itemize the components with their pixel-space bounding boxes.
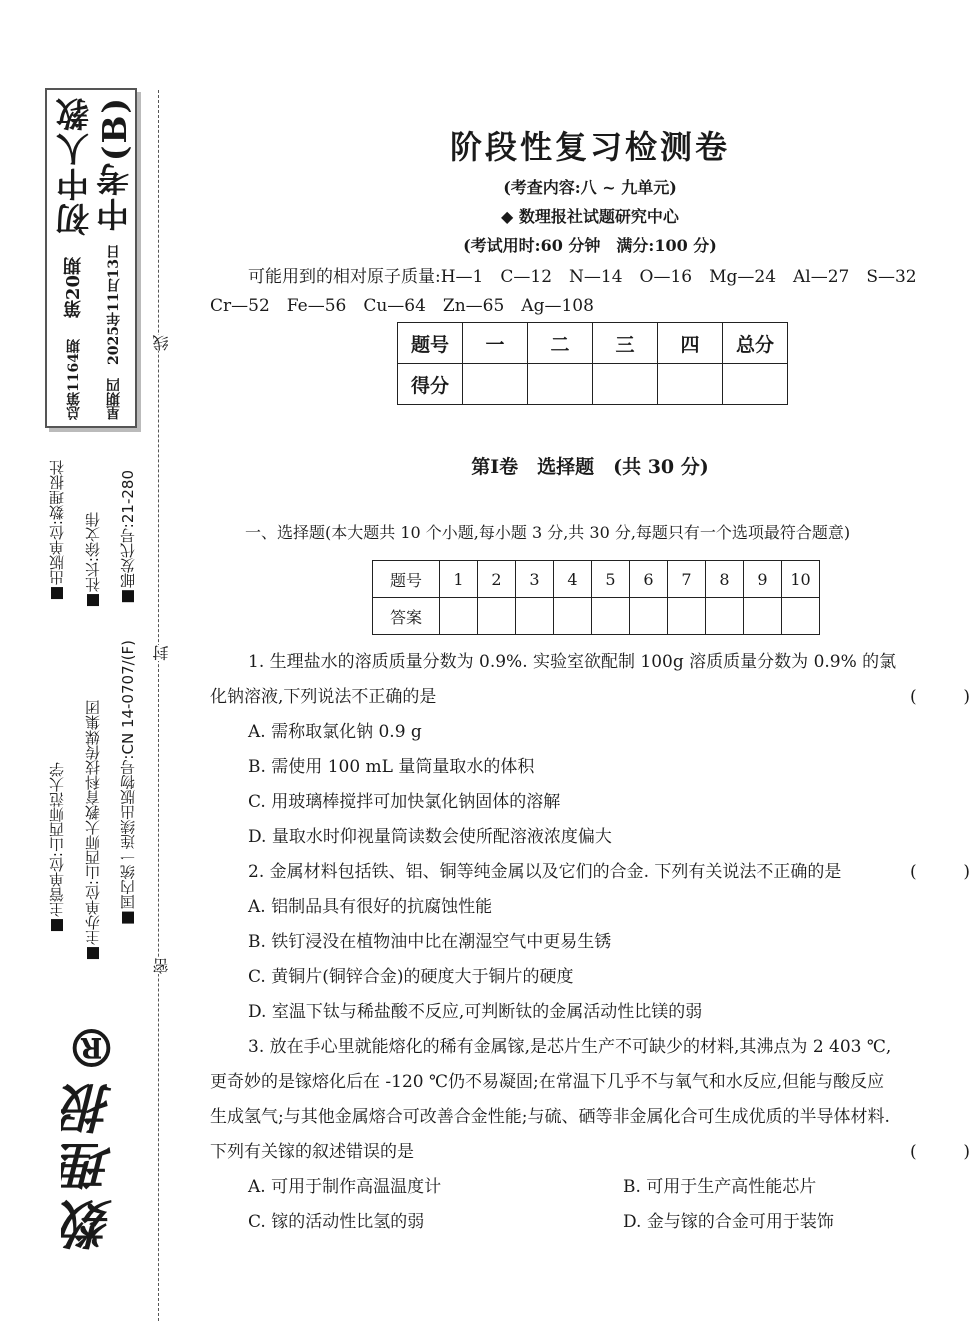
answer-cell[interactable] xyxy=(668,598,706,635)
answer-header-number: 5 xyxy=(592,561,630,598)
option-a: A. 需称取氯化钠 0.9 g xyxy=(248,722,422,742)
answer-header-number: 8 xyxy=(706,561,744,598)
score-row-label: 得分 xyxy=(398,364,463,405)
option-a: A. 铝制品具有很好的抗腐蚀性能 xyxy=(248,897,493,917)
score-header: 总分 xyxy=(723,323,788,364)
answer-header-label: 题号 xyxy=(373,561,440,598)
option-c: C. 黄铜片(铜锌合金)的硬度大于铜片的硬度 xyxy=(248,967,574,987)
answer-cell[interactable] xyxy=(592,598,630,635)
exam-org: ◆ 数理报社试题研究中心 xyxy=(501,207,679,226)
edition-title: 中考(B) xyxy=(94,96,134,232)
score-cell[interactable] xyxy=(593,364,658,405)
answer-row-label: 答案 xyxy=(373,598,440,635)
question-3 xyxy=(210,1030,970,1240)
option-c: C. 镓的活动性比氢的弱 xyxy=(248,1212,425,1232)
newspaper-title: 初中人教 xyxy=(54,96,94,236)
publisher-info: 出版单位:数理报社 xyxy=(46,460,67,599)
score-cell[interactable] xyxy=(463,364,528,405)
answer-cell[interactable] xyxy=(706,598,744,635)
exam-title: 阶段性复习检测卷 xyxy=(449,128,730,166)
answer-cell[interactable] xyxy=(478,598,516,635)
answer-header-number: 3 xyxy=(516,561,554,598)
part-intro: 一、选择题(本大题共 10 个小题,每小题 3 分,共 30 分,每题只有一个选项最符合题意) xyxy=(245,523,851,542)
score-cell[interactable] xyxy=(658,364,723,405)
answer-paren[interactable]: ( ) xyxy=(910,687,970,707)
answer-paren[interactable]: ( ) xyxy=(910,1142,970,1162)
cut-dashed-line xyxy=(158,90,159,1321)
question-stem: 2. 金属材料包括铁、铝、铜等纯金属以及它们的合金. 下列有关说法不正确的是 xyxy=(248,862,842,882)
score-header: 二 xyxy=(528,323,593,364)
answer-paren[interactable]: ( ) xyxy=(910,862,970,882)
supervisor-info: 主管单位:山西师范大学 xyxy=(46,762,67,931)
score-cell[interactable] xyxy=(723,364,788,405)
answer-header-number: 2 xyxy=(478,561,516,598)
answer-header-number: 7 xyxy=(668,561,706,598)
answer-cell[interactable] xyxy=(744,598,782,635)
exam-title-block xyxy=(200,122,980,168)
issue-date: 2025年11月13日 xyxy=(106,244,122,365)
option-c: C. 用玻璃棒搅拌可加快氯化钠固体的溶解 xyxy=(248,792,561,812)
atomic-mass-line-1: 可能用到的相对原子质量:H—1 C—12 N—14 O—16 Mg—24 Al—27 S—32 xyxy=(248,267,917,287)
answer-cell[interactable] xyxy=(516,598,554,635)
score-table xyxy=(397,322,788,405)
cn-number-info: 国内统一连续出版物号:CN 14-0707/(F) xyxy=(117,640,138,924)
question-1 xyxy=(210,645,970,855)
option-b: B. 可用于生产高性能芯片 xyxy=(623,1177,817,1197)
answer-header-number: 1 xyxy=(440,561,478,598)
option-d: D. 量取水时仰视量筒读数会使所配溶液浓度偏大 xyxy=(248,827,612,847)
answer-cell[interactable] xyxy=(630,598,668,635)
cut-label-seal: 封 xyxy=(152,645,171,661)
answer-header-number: 9 xyxy=(744,561,782,598)
score-header: 题号 xyxy=(398,323,463,364)
option-b: B. 铁钉浸没在植物油中比在潮湿空气中更易生锈 xyxy=(248,932,612,952)
issue-number: 第20期 xyxy=(63,256,84,319)
answer-cell[interactable] xyxy=(782,598,820,635)
publisher-logo: 数理报® xyxy=(60,1009,122,1251)
weekday: 星期四 xyxy=(106,378,122,420)
postal-code-info: 邮发代号:21-280 xyxy=(117,470,138,602)
exam-time-score: (考试用时:60 分钟 满分:100 分) xyxy=(463,236,717,255)
president-info: 社长:徐文伟 xyxy=(82,512,103,606)
atomic-mass-line-2: Cr—52 Fe—56 Cu—64 Zn—65 Ag—108 xyxy=(210,296,594,316)
answer-cell[interactable] xyxy=(440,598,478,635)
cut-label-secret: 密 xyxy=(152,958,171,974)
option-b: B. 需使用 100 mL 量筒量取水的体积 xyxy=(248,757,535,777)
answer-cell[interactable] xyxy=(554,598,592,635)
answer-header-number: 4 xyxy=(554,561,592,598)
masthead-box xyxy=(45,88,137,428)
option-a: A. 可用于制作高温温度计 xyxy=(248,1177,442,1197)
question-list xyxy=(210,645,970,1240)
option-d: D. 室温下钛与稀盐酸不反应,可判断钛的金属活动性比镁的弱 xyxy=(248,1002,703,1022)
cut-label-line: 线 xyxy=(152,335,171,351)
score-header: 一 xyxy=(463,323,528,364)
option-d: D. 金与镓的合金可用于装饰 xyxy=(623,1212,834,1232)
section-title: 第Ⅰ卷 选择题 (共 30 分) xyxy=(471,456,709,478)
question-stem: 1. 生理盐水的溶质质量分数为 0.9%. 实验室欲配制 100g 溶质质量分数为 0.9% 的氯化钠溶液,下列说法不正确的是 xyxy=(210,652,897,707)
exam-scope: (考查内容:八 ~ 九单元) xyxy=(503,178,677,197)
answer-header-number: 6 xyxy=(630,561,668,598)
answer-table xyxy=(372,560,820,635)
sponsor-info: 主办单位:山西师大教育科技传媒集团 xyxy=(82,700,103,959)
score-cell[interactable] xyxy=(528,364,593,405)
score-header: 四 xyxy=(658,323,723,364)
answer-header-number: 10 xyxy=(782,561,820,598)
score-header: 三 xyxy=(593,323,658,364)
question-stem: 3. 放在手心里就能熔化的稀有金属镓,是芯片生产不可缺少的材料,其沸点为 2 403 ℃,更奇妙的是镓熔化后在 -120 ℃仍不易凝固;在常温下几乎不与氧气和水反应,但能与酸反应生成氢气;与其他金属熔合可改善合金性能;与硫、硒等非金属化合可生成优质的半导体材料. 下列有关镓的叙述错误的是 xyxy=(210,1037,892,1162)
total-issue: 总第1164期 xyxy=(66,339,82,420)
question-2 xyxy=(210,855,970,1030)
